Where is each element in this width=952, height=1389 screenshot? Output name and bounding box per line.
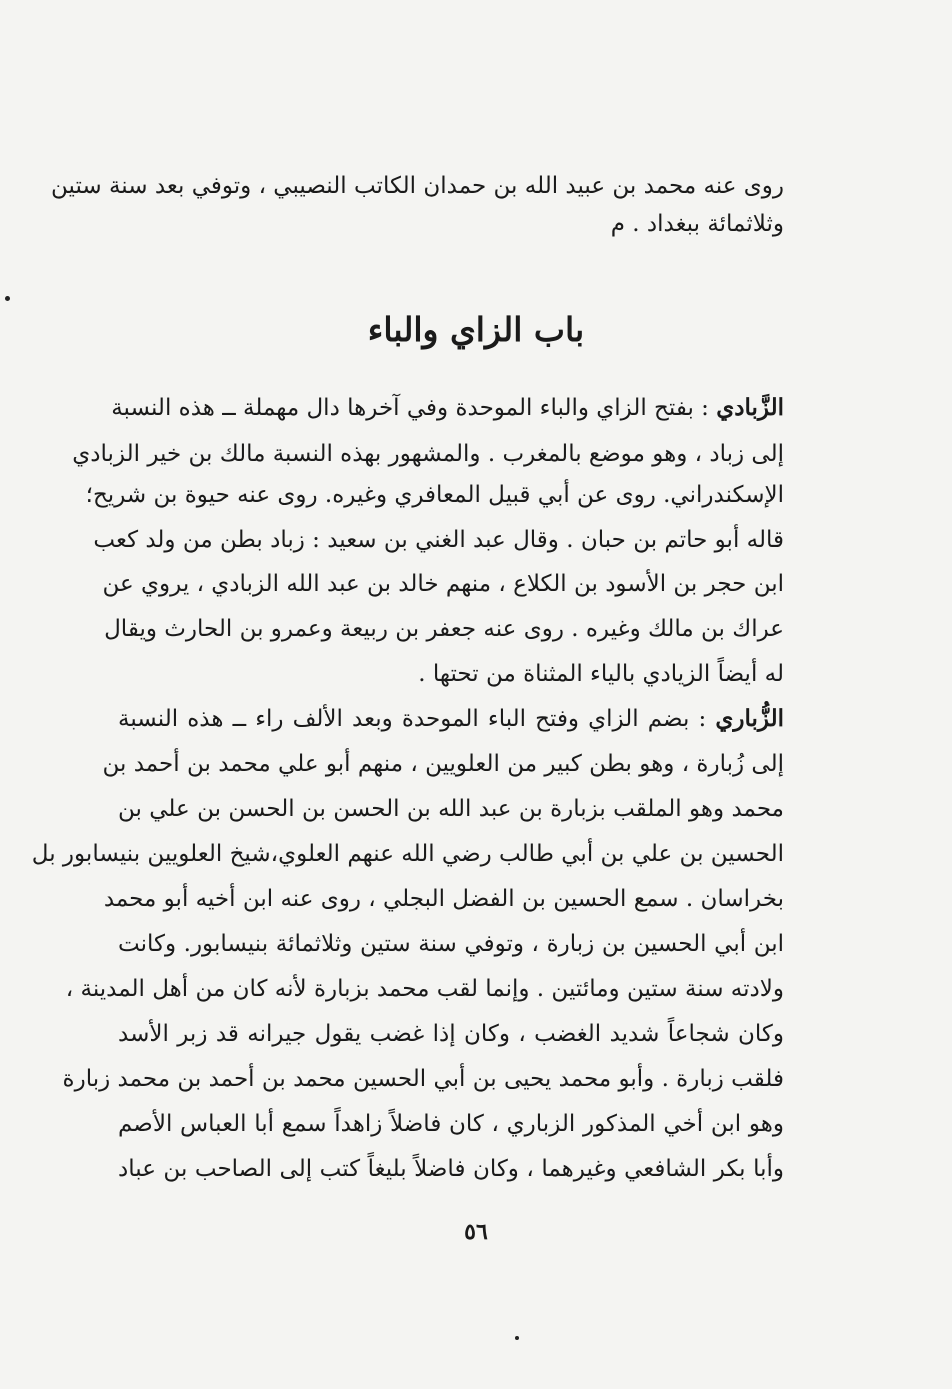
page-number: ٥٦ (464, 1219, 488, 1245)
scan-speck (515, 1336, 519, 1340)
continuation-line-1: روى عنه محمد بن عبيد الله بن حمدان الكاتب النصيبي ، وتوفي بعد سنة ستين (51, 173, 784, 199)
entry-text-line: الإسكندراني. روى عن أبي قبيل المعافري وغيره. روى عنه حيوة بن شريح؛ (85, 482, 784, 508)
entry-text-line: إلى زباد ، وهو موضع بالمغرب . والمشهور بهذه النسبة مالك بن خير الزبادي (72, 441, 784, 467)
entry-text-line: له أيضاً الزيادي بالياء المثناة من تحتها . (418, 661, 784, 687)
entry-text-line: ابن حجر بن الأسود بن الكلاع ، منهم خالد بن عبد الله الزبادي ، يروي عن (102, 571, 784, 597)
entry-term-zabadi: الزَّبادي (716, 394, 784, 421)
entry-text-line: ولادته سنة ستين ومائتين . وإنما لقب محمد بزبارة لأنه كان من أهل المدينة ، (65, 976, 784, 1002)
entry-text: : بضم الزاي وفتح الباء الموحدة وبعد الألف راء ــ هذه النسبة (118, 706, 716, 732)
entry-text-line: قاله أبو حاتم بن حبان . وقال عبد الغني بن سعيد : زباد بطن من ولد كعب (93, 527, 784, 553)
entry-text-line: محمد وهو الملقب بزبارة بن عبد الله بن الحسن بن الحسن بن علي بن (118, 796, 784, 822)
entry-text-line: إلى زُبارة ، وهو بطن كبير من العلويين ، منهم أبو علي محمد بن أحمد بن (102, 751, 784, 777)
entry-text: : بفتح الزاي والباء الموحدة وفي آخرها دال مهملة ــ هذه النسبة (111, 395, 717, 421)
entry-text-line: وهو ابن أخي المذكور الزباري ، كان فاضلاً زاهداً سمع أبا العباس الأصم (118, 1111, 784, 1137)
entry-text-line: ابن أبي الحسين بن زبارة ، وتوفي سنة ستين وثلاثمائة بنيسابور. وكانت (118, 931, 784, 957)
entry-text-line: وكان شجاعاً شديد الغضب ، وكان إذا غضب يقول جيرانه قد زبر الأسد (118, 1021, 784, 1047)
entry-text-line: عراك بن مالك وغيره . روى عنه جعفر بن ربيعة وعمرو بن الحارث ويقال (104, 616, 784, 642)
entry-text-line: الحسين بن علي بن أبي طالب رضي الله عنهم العلوي،شيخ العلويين بنيسابور بل (31, 841, 784, 867)
entry-term-zubari: الزُّباري (715, 705, 784, 732)
section-heading: باب الزاي والباء (367, 310, 585, 349)
scan-speck (5, 296, 10, 301)
continuation-line-2: وثلاثمائة ببغداد . م (610, 211, 784, 237)
entry-zabadi-first-line (111, 390, 784, 426)
entry-text-line: فلقب زبارة . وأبو محمد يحيى بن أبي الحسين محمد بن أحمد بن محمد زبارة (62, 1066, 784, 1092)
entry-text-line: وأبا بكر الشافعي وغيرهما ، وكان فاضلاً بليغاً كتب إلى الصاحب بن عباد (118, 1156, 784, 1182)
entry-text-line: بخراسان . سمع الحسين بن الفضل البجلي ، روى عنه ابن أخيه أبو محمد (103, 886, 784, 912)
entry-zubari-first-line (118, 701, 784, 737)
